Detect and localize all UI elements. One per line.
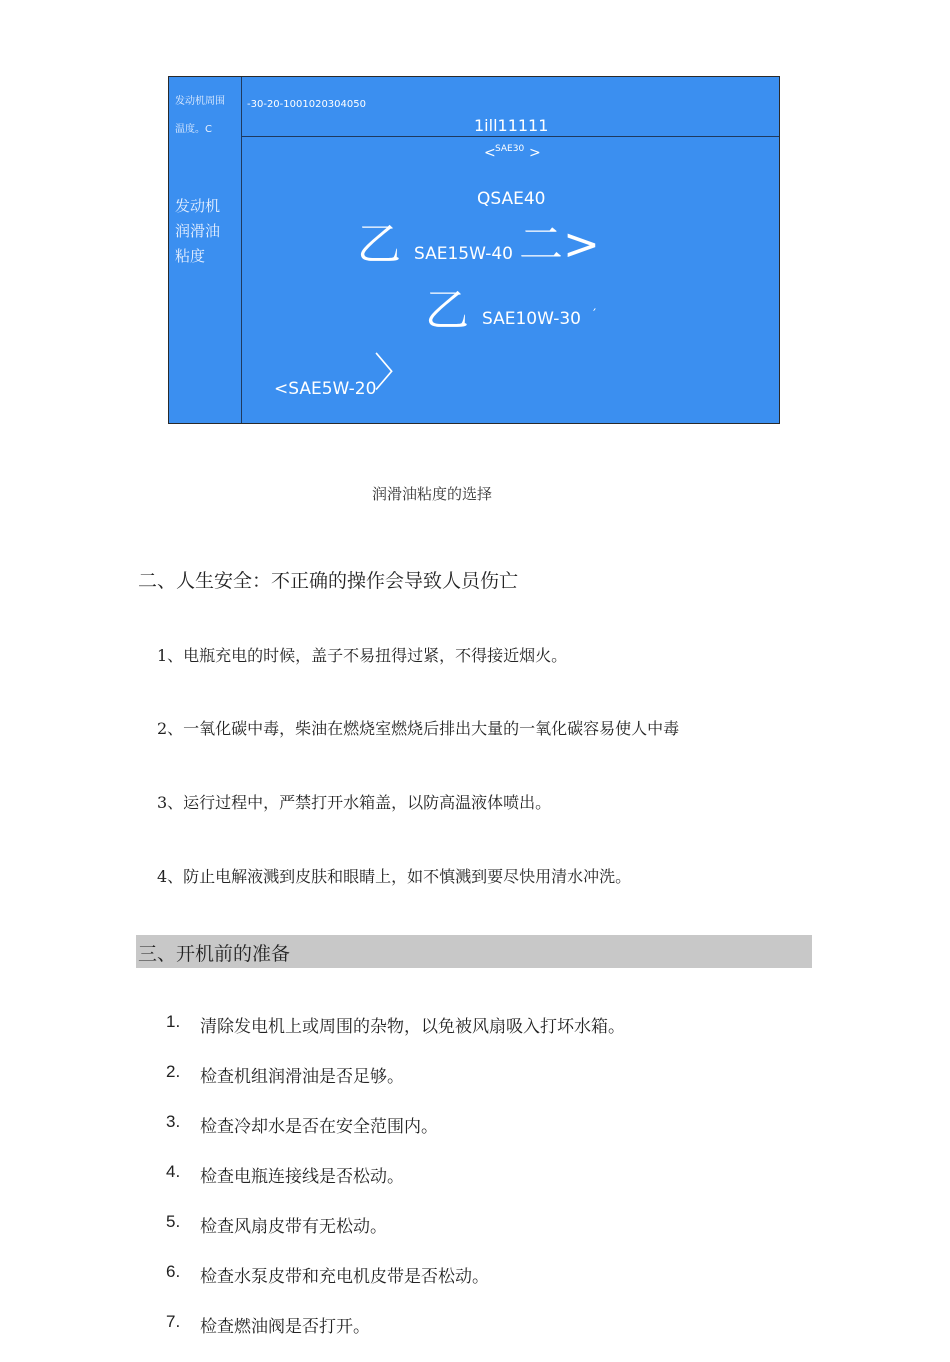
list-item-text: 检查机组润滑油是否足够。 xyxy=(200,1067,404,1087)
safety-heading: 二、人生安全：不正确的操作会导致人员伤亡 xyxy=(138,570,519,592)
sae5w20-right-mark: 〉 xyxy=(374,350,414,396)
safety-item-2: 2、一氧化碳中毒，柴油在燃烧室燃烧后排出大量的一氧化碳容易使人中毒 xyxy=(157,719,680,738)
prep-heading: 三、开机前的准备 xyxy=(138,943,291,965)
sae5w20-label: <SAE5W-20 xyxy=(274,379,377,399)
safety-item-4: 4、防止电解液溅到皮肤和眼睛上，如不慎溅到要尽快用清水冲洗。 xyxy=(157,867,632,886)
sae30-right-bracket: > xyxy=(529,145,541,161)
row-divider xyxy=(241,136,779,137)
list-item-text: 清除发电机上或周围的杂物，以免被风扇吸入打坏水箱。 xyxy=(200,1017,625,1037)
sae15w40-right-mark: 二> xyxy=(519,219,600,270)
list-item-number: 6. xyxy=(166,1262,181,1281)
sae10w30-label: SAE10W-30 xyxy=(482,309,581,329)
sae10w30-right-mark: ′ xyxy=(593,307,597,323)
list-item-text: 检查冷却水是否在安全范围内。 xyxy=(200,1117,438,1137)
sae10w30-left-mark: 乙 xyxy=(425,285,469,336)
sae30-label: SAE30 xyxy=(495,144,525,154)
prep-heading-bar xyxy=(136,935,812,968)
list-item-number: 5. xyxy=(166,1212,181,1231)
sae15w40-label: SAE15W-40 xyxy=(414,244,513,264)
figure-caption: 润滑油粘度的选择 xyxy=(372,485,493,503)
list-item-number: 1. xyxy=(166,1012,181,1031)
column-divider xyxy=(241,77,242,423)
viscosity-chart xyxy=(168,76,780,424)
list-item-text: 检查风扇皮带有无松动。 xyxy=(200,1217,387,1237)
list-item-number: 2. xyxy=(166,1062,181,1081)
safety-item-3: 3、运行过程中，严禁打开水箱盖，以防高温液体喷出。 xyxy=(157,793,552,812)
list-item-text: 检查水泵皮带和充电机皮带是否松动。 xyxy=(200,1267,489,1287)
viscosity-label-line3: 粘度 xyxy=(175,247,206,265)
list-item-text: 检查燃油阀是否打开。 xyxy=(200,1317,370,1337)
list-item-number: 7. xyxy=(166,1312,181,1331)
viscosity-label xyxy=(175,194,220,269)
temperature-label-line1: 发动机周围 xyxy=(175,96,225,107)
temperature-ticks: 1ill11111 xyxy=(474,116,549,135)
sae15w40-left-mark: 乙 xyxy=(357,219,401,270)
temperature-scale: -30-20-1001020304050 xyxy=(247,99,366,110)
list-item-number: 4. xyxy=(166,1162,181,1181)
list-item-number: 3. xyxy=(166,1112,181,1131)
sae30-left-bracket: < xyxy=(484,145,496,161)
list-item-text: 检查电瓶连接线是否松动。 xyxy=(200,1167,404,1187)
viscosity-label-line2: 润滑油 xyxy=(175,222,221,240)
safety-item-1: 1、电瓶充电的时候，盖子不易扭得过紧，不得接近烟火。 xyxy=(157,646,568,665)
temperature-label-line2: 温度。C xyxy=(175,124,212,135)
viscosity-label-line1: 发动机 xyxy=(175,197,221,215)
sae40-label: QSAE40 xyxy=(477,189,546,209)
